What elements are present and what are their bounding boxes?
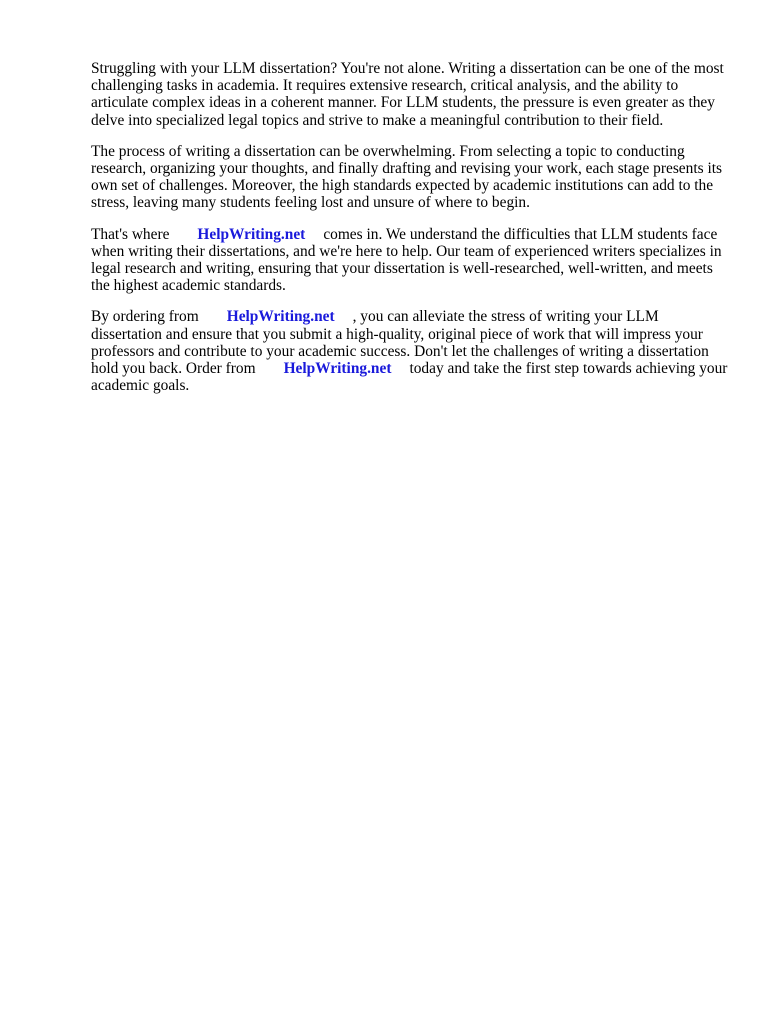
paragraph-order [91, 308, 731, 394]
helpwriting-link-1[interactable]: HelpWriting.net [197, 225, 306, 243]
paragraph-order-text-before: By ordering from [91, 308, 199, 326]
helpwriting-link-3[interactable]: HelpWriting.net [283, 360, 392, 378]
paragraph-intro-text: Struggling with your LLM dissertation? You're not alone. Writing a dissertation can be one of the most challenging tasks in academia. It requires extensive research, critical analysis, and the ability to articulate complex ideas in a coherent manner. For LLM students, the pressure is even greater as they delve into specialized legal topics and strive to make a meaningful contribution to their field. [91, 60, 724, 129]
paragraph-service-text-before: That's where [91, 225, 170, 243]
helpwriting-link-2[interactable]: HelpWriting.net [226, 308, 335, 326]
paragraph-service-text-after: comes in. We understand the difficulties that LLM students face when writing their dissertations, and we're here to help. Our team of experienced writers specializes in legal research and writing, ensuring that your dissertation is well-researched, well-written, and meets the highest academic standards. [91, 225, 722, 295]
paragraph-order-text-after: today and take the first step towards achieving your academic goals. [91, 360, 728, 395]
document-page [91, 60, 731, 408]
paragraph-service [91, 226, 731, 295]
paragraph-order-text-middle: , you can alleviate the stress of writing your LLM dissertation and ensure that you submit a high-quality, original piece of work that will impress your professors and contribute to your academic success. Don't let the challenges of writing a dissertation hold you back. Order from [91, 308, 709, 378]
paragraph-intro [91, 60, 731, 129]
paragraph-process [91, 143, 731, 212]
paragraph-process-text: The process of writing a dissertation can be overwhelming. From selecting a topic to conducting research, organizing your thoughts, and finally drafting and revising your work, each stage presents its own set of challenges. Moreover, the high standards expected by academic institutions can add to the stress, leaving many students feeling lost and unsure of where to begin. [91, 142, 722, 212]
